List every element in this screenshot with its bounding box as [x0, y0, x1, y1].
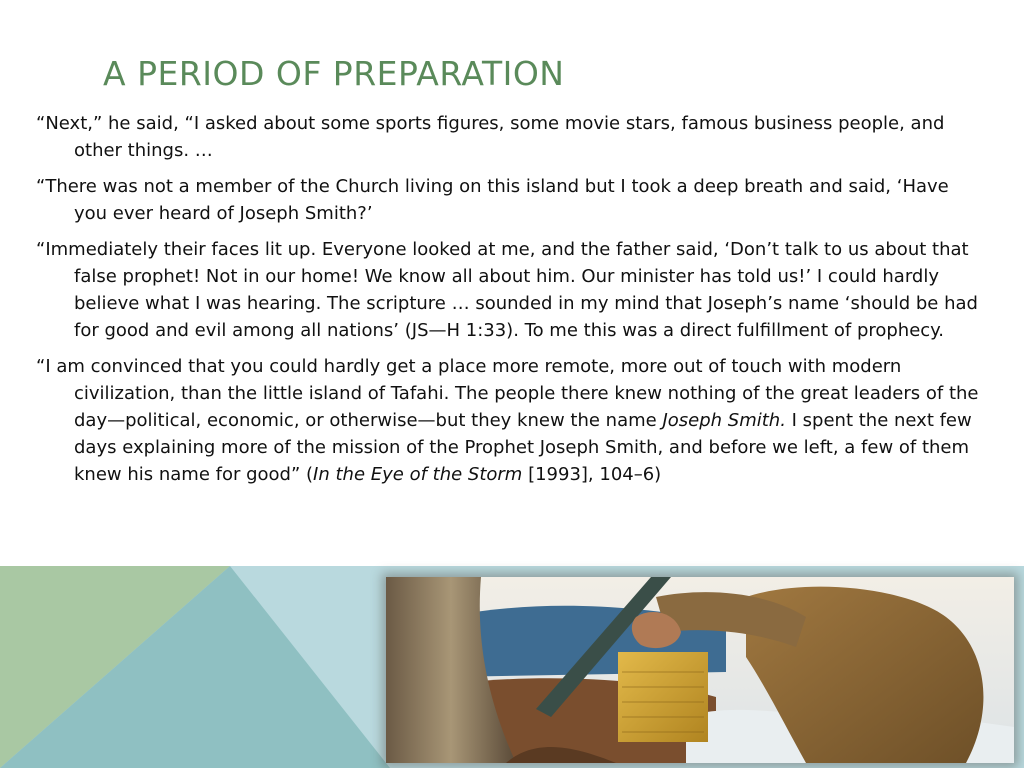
paragraph-3-text: “Immediately their faces lit up. Everyone looked at me, and the father said, ‘Don’t talk to us about that false prophet! Not in our home! We know all about him. Our minister has told us!’ I could hardly believe what I was hearing. The scripture … sounded in my mind that Joseph’s name ‘should be had for good and evil among all nations’ (JS—H 1:33). To me this was a direct fulfillment of prophecy.	[36, 239, 978, 341]
quote-paragraph-2	[36, 173, 986, 227]
paragraph-4-text-c: [1993], 104–6)	[522, 464, 662, 485]
paragraph-4-italic-book-title: In the Eye of the Storm	[313, 464, 523, 485]
gold-plates-box	[618, 652, 708, 742]
paragraph-1-text: “Next,” he said, “I asked about some sports figures, some movie stars, famous business people, and other things. …	[36, 113, 945, 161]
paragraph-4-text-b: I spent the next few days explaining more of the mission of the Prophet Joseph Smith, and before we left, a few of them knew his name for good” (	[74, 410, 972, 485]
quote-paragraph-1	[36, 110, 986, 164]
quote-paragraph-4	[36, 353, 986, 488]
paragraph-4-text-a: “I am convinced that you could hardly get a place more remote, more out of touch with modern civilization, than the little island of Tafahi. The people there knew nothing of the great leaders of the day—political, economic, or otherwise—but they knew the name	[36, 356, 979, 431]
paragraph-4-italic-name: Joseph Smith.	[662, 410, 786, 431]
quote-body	[36, 110, 986, 497]
slide-title: A PERIOD OF PREPARATION	[103, 54, 565, 93]
paragraph-2-text: “There was not a member of the Church living on this island but I took a deep breath and said, ‘Have you ever heard of Joseph Smith?’	[36, 176, 949, 224]
quote-paragraph-3	[36, 236, 986, 344]
painting-joseph-smith-gold-plates-icon	[386, 577, 1014, 763]
